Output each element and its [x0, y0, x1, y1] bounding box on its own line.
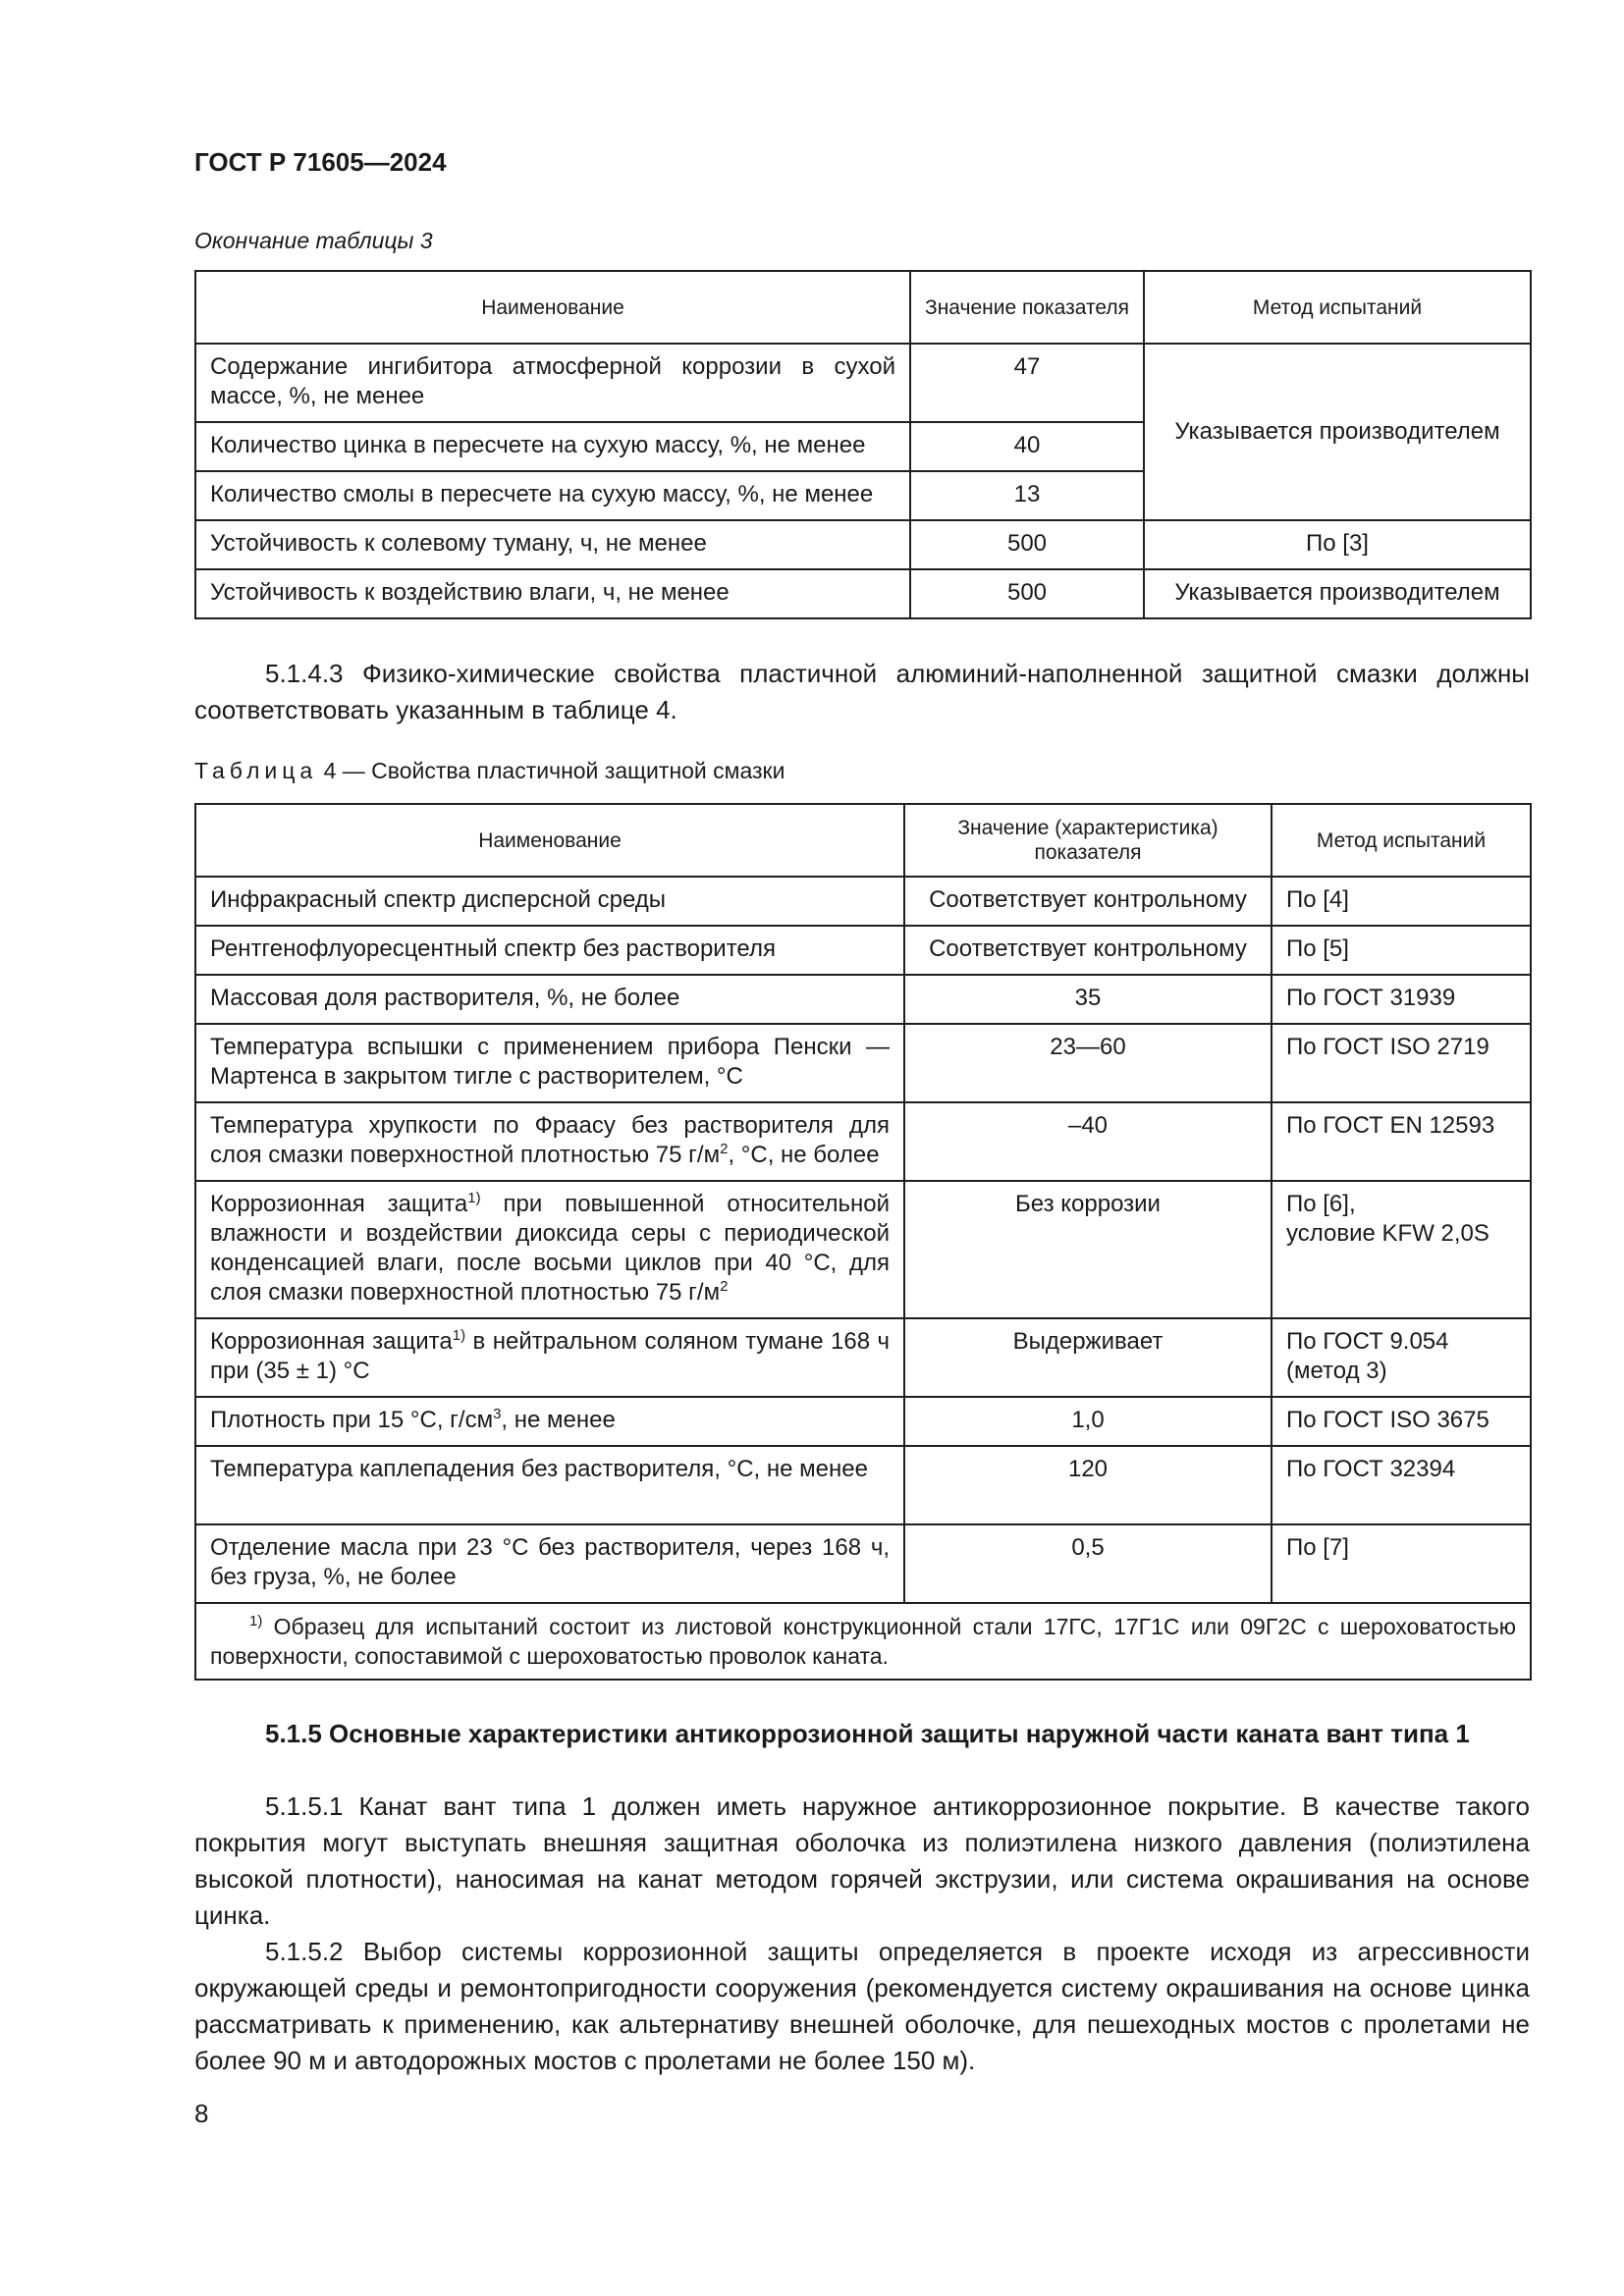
table-cell-name: Количество цинка в пересчете на сухую массу, %, не менее: [195, 422, 910, 471]
cell-text: Коррозионная защита: [210, 1191, 468, 1217]
table3-merged-method-cell: Указывается производителем: [1144, 344, 1531, 520]
table-cell-value: 500: [910, 520, 1144, 569]
table-row: [195, 1397, 1531, 1446]
footnote-text: Образец для испытаний состоит из листовой конструкционной стали 17ГС, 17Г1С или 09Г2С с шероховатостью поверхности, сопоставимой с шероховатостью проволок каната.: [210, 1614, 1516, 1669]
table-cell-method: По [7]: [1272, 1524, 1531, 1603]
cell-text: , не менее: [501, 1407, 616, 1433]
footnote-ref: 1): [467, 1190, 481, 1206]
table-cell-method: По ГОСТ EN 12593: [1272, 1102, 1531, 1181]
footnote-ref: 1): [452, 1327, 466, 1344]
table4-header-value: Значение (характеристика) показателя: [904, 804, 1272, 877]
cell-text: при повышенной относительной влажности и воздействии диоксида серы с периодической конденсацией влаги, после восьми циклов при 40 °С, для слоя смазки поверхностной плотностью 75 г/м: [210, 1191, 890, 1306]
table-row: [195, 975, 1531, 1024]
table-cell-value: 1,0: [904, 1397, 1272, 1446]
table-cell-name: Массовая доля растворителя, %, не более: [195, 975, 904, 1024]
paragraph-5-1-5-2: 5.1.5.2 Выбор системы коррозионной защиты определяется в проекте исходя из агрессивности окружающей среды и ремонтопригодности сооружения (рекомендуется систему окрашивания на основе цинка рассматривать к применению, как альтернативу внешней оболочке, для пешеходных мостов с пролетами не более 90 м и автодорожных мостов с пролетами не более 150 м).: [194, 1937, 1530, 2075]
table-cell-method: По ГОСТ 32394: [1272, 1446, 1531, 1524]
table-row: [195, 877, 1531, 926]
table3-header-name: Наименование: [195, 271, 910, 344]
table-cell-value: –40: [904, 1102, 1272, 1181]
table-row: [195, 1524, 1531, 1603]
table-cell-method: По ГОСТ ISO 3675: [1272, 1397, 1531, 1446]
method-line: (метод 3): [1286, 1358, 1387, 1384]
superscript: 3: [493, 1406, 502, 1422]
table-row: [195, 926, 1531, 975]
table-cell-method: [1272, 1181, 1531, 1318]
table-cell-value: Соответствует контрольному: [904, 877, 1272, 926]
table-cell-method: Указывается производителем: [1144, 569, 1531, 618]
table-cell-name: [195, 1397, 904, 1446]
table-cell-value: 35: [904, 975, 1272, 1024]
table3: [194, 270, 1532, 619]
table-cell-value: 0,5: [904, 1524, 1272, 1603]
table3-header-method: Метод испытаний: [1144, 271, 1531, 344]
table4-caption-label: Таблица: [194, 758, 318, 783]
table-cell-name: Количество смолы в пересчете на сухую массу, %, не менее: [195, 471, 910, 520]
table4-caption-title: 4 — Свойства пластичной защитной смазки: [317, 758, 785, 783]
table3-continuation-caption: Окончание таблицы 3: [194, 228, 433, 253]
table-row: [195, 1318, 1531, 1397]
table-cell-name: Температура вспышки с применением прибора Пенски — Мартенса в закрытом тигле с растворителем, °С: [195, 1024, 904, 1102]
table4-header-row: [195, 804, 1531, 877]
table4-footnote: [195, 1603, 1531, 1680]
cell-text: Плотность при 15 °С, г/см: [210, 1407, 494, 1433]
table-cell-name: Температура каплепадения без растворителя, °С, не менее: [195, 1446, 904, 1524]
table-cell-name: [195, 1318, 904, 1397]
cell-text: , °С, не более: [728, 1142, 880, 1168]
table-cell-value: 47: [910, 344, 1144, 422]
table-cell-value: 40: [910, 422, 1144, 471]
table-cell-value: 500: [910, 569, 1144, 618]
table-cell-method: По [3]: [1144, 520, 1531, 569]
table-row: [195, 344, 1531, 422]
table-cell-method: [1272, 1318, 1531, 1397]
paragraph-5-1-4-3: 5.1.4.3 Физико-химические свойства пластичной алюминий-наполненной защитной смазки должны соответствовать указанным в таблице 4.: [194, 659, 1530, 724]
table-cell-name: [195, 1102, 904, 1181]
table4: [194, 803, 1532, 1681]
table-cell-name: Инфракрасный спектр дисперсной среды: [195, 877, 904, 926]
method-line: условие KFW 2,0S: [1286, 1220, 1489, 1247]
table-row: [195, 569, 1531, 618]
table-cell-value: Соответствует контрольному: [904, 926, 1272, 975]
table-cell-value: Выдерживает: [904, 1318, 1272, 1397]
table4-caption: [194, 758, 785, 784]
superscript: 2: [720, 1141, 729, 1157]
table-row: [195, 1102, 1531, 1181]
table-row: [195, 520, 1531, 569]
cell-text: в нейтральном соляном тумане 168 ч при (35 ± 1) °С: [210, 1328, 890, 1384]
table-cell-method: По ГОСТ 31939: [1272, 975, 1531, 1024]
table3-header-row: [195, 271, 1531, 344]
table-row: [195, 1446, 1531, 1524]
table-row: [195, 1181, 1531, 1318]
superscript: 2: [720, 1278, 729, 1295]
table-cell-name: Отделение масла при 23 °С без растворителя, через 168 ч, без груза, %, не более: [195, 1524, 904, 1603]
method-line: По ГОСТ 9.054: [1286, 1328, 1449, 1355]
cell-text: Коррозионная защита: [210, 1328, 453, 1355]
footnote-mark: 1): [249, 1613, 263, 1629]
table4-header-name: Наименование: [195, 804, 904, 877]
document-header: ГОСТ Р 71605—2024: [194, 147, 447, 177]
table3-header-value: Значение показателя: [910, 271, 1144, 344]
table-cell-value: 120: [904, 1446, 1272, 1524]
table-cell-method: По [5]: [1272, 926, 1531, 975]
table-cell-name: Устойчивость к солевому туману, ч, не менее: [195, 520, 910, 569]
table-cell-value: 23—60: [904, 1024, 1272, 1102]
table-cell-value: Без коррозии: [904, 1181, 1272, 1318]
table4-footnote-row: [195, 1603, 1531, 1680]
table-row: [195, 1024, 1531, 1102]
table-cell-name: Устойчивость к воздействию влаги, ч, не менее: [195, 569, 910, 618]
table-cell-method: По [4]: [1272, 877, 1531, 926]
paragraph-5-1-5-1: 5.1.5.1 Канат вант типа 1 должен иметь наружное антикоррозионное покрытие. В качестве такого покрытия могут выступать внешняя защитная оболочка из полиэтилена низкого давления (полиэтилена высокой плотности), наносимая на канат методом горячей экструзии, или система окрашивания на основе цинка.: [194, 1791, 1530, 1930]
table-cell-name: [195, 1181, 904, 1318]
cell-text: Температура хрупкости по Фраасу без растворителя для слоя смазки поверхностной плотностью 75 г/м: [210, 1112, 890, 1168]
table-cell-method: По ГОСТ ISO 2719: [1272, 1024, 1531, 1102]
table-cell-name: Содержание ингибитора атмосферной коррозии в сухой массе, %, не менее: [195, 344, 910, 422]
method-line: По [6],: [1286, 1191, 1356, 1217]
table-cell-name: Рентгенофлуоресцентный спектр без растворителя: [195, 926, 904, 975]
section-5-1-5-heading: 5.1.5 Основные характеристики антикоррозионной защиты наружной части каната вант типа 1: [265, 1719, 1470, 1748]
page-number: 8: [194, 2099, 209, 2128]
table4-header-method: Метод испытаний: [1272, 804, 1531, 877]
table-cell-value: 13: [910, 471, 1144, 520]
